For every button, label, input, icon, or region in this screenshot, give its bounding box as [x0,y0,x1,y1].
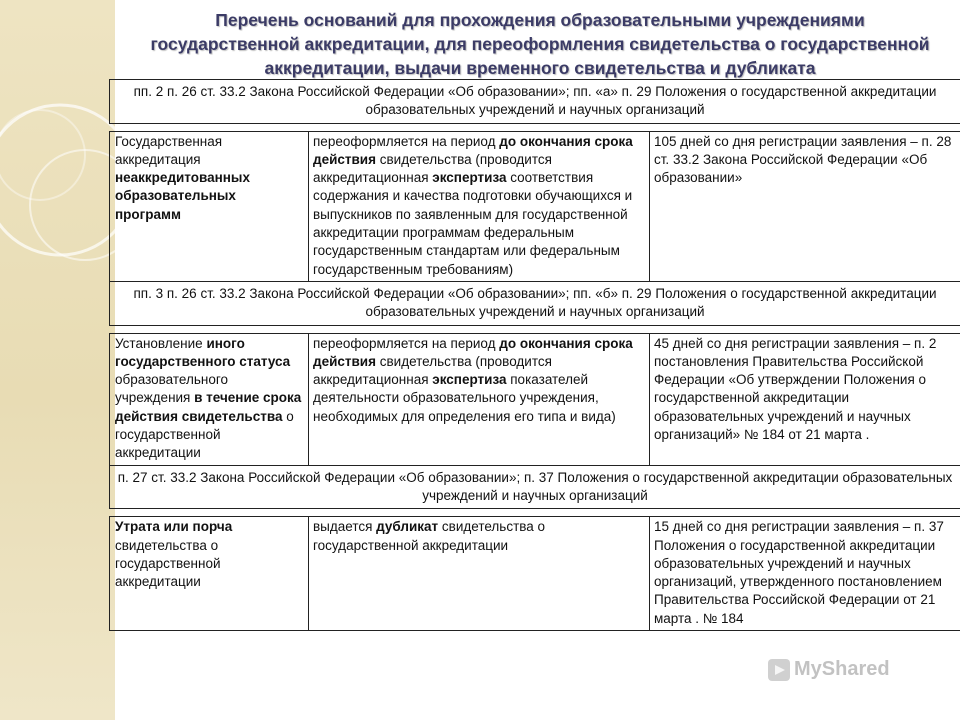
action-cell: переоформляется на период до окончания срока действия свидетельства (проводится аккредитационная экспертиза соответствия содержания и качества подготовки обучающихся и выпускников по заявленным для государственной аккредитации программам федеральным государственным стандартам или федеральным государственным требованиям) [309,131,650,281]
reference-cell: п. 27 ст. 33.2 Закона Российской Федерации «Об образовании»; п. 37 Положения о государственной аккредитации образовательных учреждений и научных организаций [110,465,960,509]
table-row [110,333,960,465]
reference-row [110,80,960,124]
table-row [110,131,960,281]
basis-cell: Государственная аккредитация неаккредитованных образовательных программ [110,131,309,281]
play-icon [768,659,790,681]
reference-cell: пп. 3 п. 26 ст. 33.2 Закона Российской Федерации «Об образовании»; пп. «б» п. 29 Положения о государственной аккредитации образовательных учреждений и научных организаций [110,281,960,325]
basis-cell: Утрата или порча свидетельства о государственной аккредитации [110,517,309,631]
deadline-cell: 15 дней со дня регистрации заявления – п. 37 Положения о государственной аккредитации образовательных учреждений и научных организаций, утвержденного постановлением Правительства Российской Федерации от 21 марта . № 184 [650,517,960,631]
deadline-cell: 105 дней со дня регистрации заявления – п. 28 ст. 33.2 Закона Российской Федерации «Об образовании» [650,131,960,281]
reference-row [110,281,960,325]
title-line-3: аккредитации, выдачи временного свидетельства и дубликата [264,58,816,78]
basis-cell: Установление иного государственного статуса образовательного учреждения в течение срока действия свидетельства о государственной аккредитации [110,333,309,465]
deadline-cell: 45 дней со дня регистрации заявления – п. 2 постановления Правительства Российской Федерации «Об утверждении Положения о государственной аккредитации образовательных учреждений и научных организаций» № 184 от 21 марта . [650,333,960,465]
accreditation-table [109,79,960,631]
title-line-2: государственной аккредитации, для переоформления свидетельства о государственной [150,34,930,54]
action-cell: переоформляется на период до окончания срока действия свидетельства (проводится аккредитационная экспертиза показателей деятельности образовательного учреждения, необходимых для определения его типа и вида) [309,333,650,465]
watermark-text: MyShared [794,658,890,680]
title-line-1: Перечень оснований для прохождения образовательными учреждениями [215,10,865,30]
action-cell: выдается дубликат свидетельства о государственной аккредитации [309,517,650,631]
table-row [110,517,960,631]
page-title [120,8,960,80]
reference-cell: пп. 2 п. 26 ст. 33.2 Закона Российской Федерации «Об образовании»; пп. «а» п. 29 Положения о государственной аккредитации образовательных учреждений и научных организаций [110,80,960,124]
watermark [768,658,890,681]
reference-row [110,465,960,509]
